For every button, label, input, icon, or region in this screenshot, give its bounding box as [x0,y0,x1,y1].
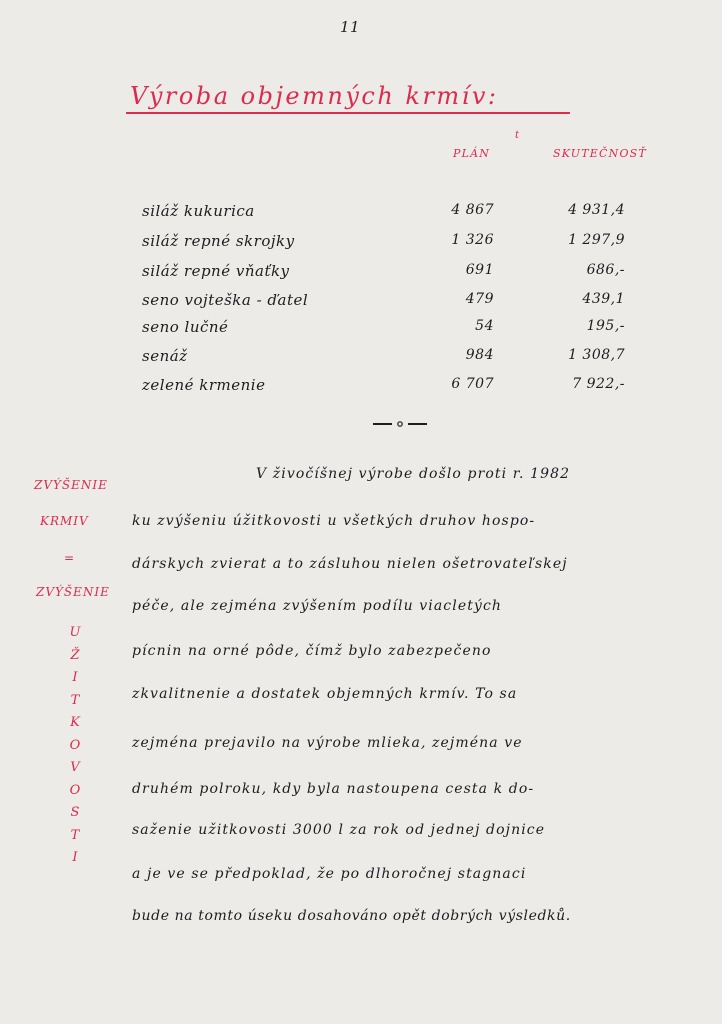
paragraph-line: bude na tomto úseku dosahováno opět dobrých výsledků. [132,908,571,924]
table-row-actual: 686,- [586,262,625,278]
table-row-actual: 7 922,- [572,376,625,392]
margin-letter: O [69,782,81,798]
page-title: Výroba objemných krmív: [130,82,499,110]
margin-note: = [64,551,76,565]
table-row-label: siláž repné vňaťky [142,262,290,280]
section-divider [372,420,428,428]
page-number: 11 [340,18,361,36]
margin-note: ZVÝŠENIE [36,585,110,599]
margin-letter: U [69,625,81,640]
table-row-label: zelené krmenie [142,376,266,394]
paragraph-line: zejména prejavilo na výrobe mlieka, zejména ve [132,735,523,751]
table-row-actual: 1 297,9 [568,232,625,248]
margin-letter: I [72,850,78,865]
margin-letter: T [70,827,80,843]
margin-letter: O [69,737,81,753]
margin-letter: T [70,692,80,708]
margin-note: ZVÝŠENIE [34,478,108,492]
table-row-actual: 439,1 [582,291,625,307]
margin-letter: I [72,670,78,685]
table-row-plan: 6 707 [451,376,494,392]
table-row-actual: 4 931,4 [568,202,625,218]
paragraph-line: a je ve se předpoklad, že po dlhoročnej stagnaci [132,866,527,882]
table-row-label: seno vojteška - ďatel [142,291,309,309]
table-row-plan: 54 [475,318,494,334]
column-header-plan: PLÁN [453,147,491,160]
table-row-label: siláž repné skrojky [142,232,295,250]
table-row-plan: 691 [465,262,494,278]
paragraph-line: pícnin na orné pôde, čímž bylo zabezpečeno [132,643,492,659]
column-header-actual: SKUTEČNOSŤ [553,147,647,160]
paragraph-line: zkvalitnenie a dostatek objemných krmív. To sa [132,686,518,702]
paragraph-line: péče, ale zejména zvýšením podílu viacletých [132,598,502,614]
title-underline [126,112,570,114]
table-row-actual: 1 308,7 [568,347,625,363]
paragraph-line: saženie užitkovosti 3000 l za rok od jednej dojnice [132,822,546,838]
table-row-label: siláž kukurica [142,202,255,220]
table-row-plan: 1 326 [451,232,494,248]
margin-letter: K [70,715,80,730]
paragraph-line: druhém polroku, kdy byla nastoupena cesta k do- [132,781,535,797]
table-row-plan: 984 [465,347,494,363]
margin-letter: S [70,805,80,820]
table-row-actual: 195,- [586,318,625,334]
table-row-label: senáž [142,347,188,365]
margin-letter: V [70,760,80,775]
column-header-unit-mark: t [515,130,521,141]
margin-note: KRMIV [40,514,89,528]
table-row-plan: 479 [465,291,494,307]
paragraph-line: dárskych zvierat a to zásluhou nielen ošetrovateľskej [132,556,568,572]
margin-letter: Ž [70,647,80,663]
table-row-plan: 4 867 [451,202,494,218]
paragraph-line: V živočíšnej výrobe došlo proti r. 1982 [256,466,571,482]
table-row-label: seno lučné [142,318,229,336]
paragraph-line: ku zvýšeniu úžitkovosti u všetkých druhov hospo- [132,513,536,529]
margin-vertical-word [68,622,82,870]
